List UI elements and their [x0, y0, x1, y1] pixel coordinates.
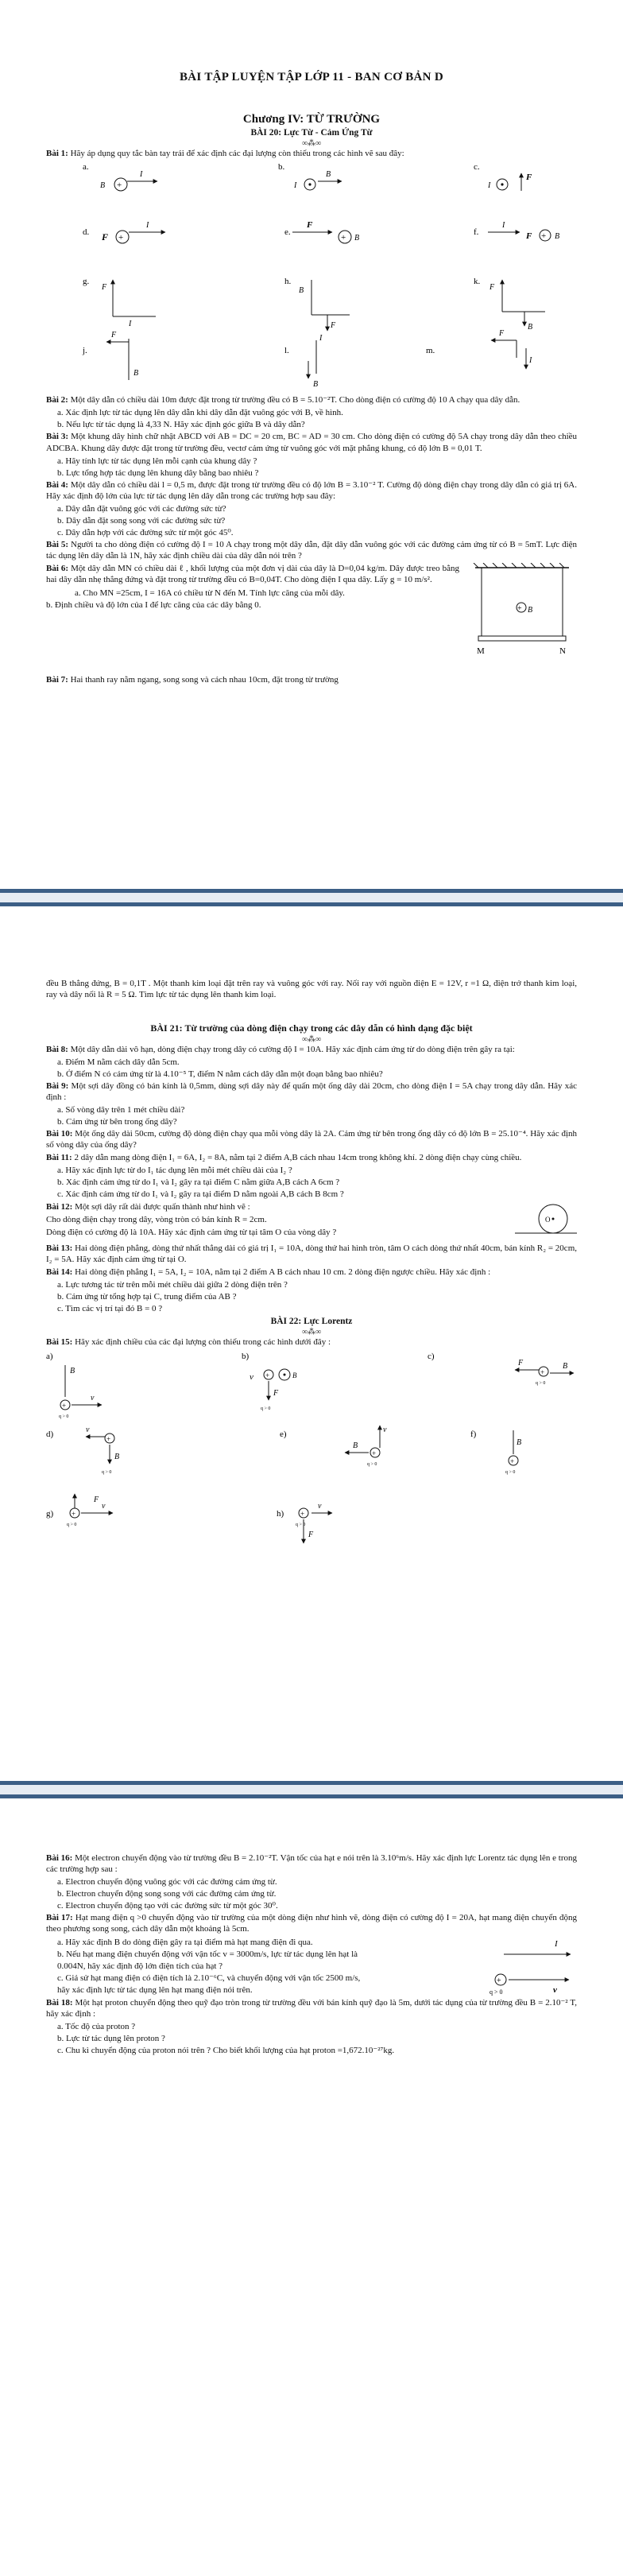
fig-letter-g: g): [46, 1508, 54, 1519]
exercise-17-b-line-2: 0.004N, hãy xác định độ lớn điện tích của hạt ?: [57, 1961, 223, 1971]
exercise-2-a: a. Xác định lực từ tác dụng lên dây dẫn khi dây dẫn đặt vuông góc với B, về hình.: [57, 408, 343, 418]
fig-letter-g: g.: [83, 277, 90, 287]
exercise-17-c-line-1: c. Giả sử hạt mang điện có điện tích là 2.10⁻⁶C, và chuyển động với vận tốc 2500 m/s,: [57, 1973, 361, 1983]
svg-text:B⃗: B⃗: [354, 234, 366, 243]
exercise-17-b-line-1: b. Nếu hạt mang điện chuyển động với vận tốc v = 3000m/s, lực từ tác dụng lên hạt là: [57, 1949, 358, 1959]
fig-f: [488, 221, 566, 241]
exercise-4-a: a. Dây dẫn đặt vuông góc với các đường sức từ?: [57, 503, 226, 514]
exercise-text: Một sợi dây rất dài được quấn thành như hình vẽ :: [75, 1201, 250, 1212]
exercise-5: [46, 539, 577, 561]
exercise-18-c: c. Chu kì chuyển động của proton nói trên ? Cho biết khối lượng của hạt proton =1,672.10⁻²⁷kg.: [57, 2045, 395, 2055]
fig-j: [106, 331, 145, 380]
svg-text:B⃗: B⃗: [114, 1452, 126, 1461]
svg-text:+: +: [541, 231, 547, 242]
fig-letter-k: k.: [474, 277, 481, 287]
ornament: ∞⁂∞: [301, 1327, 322, 1336]
exercise-11-b: b. Xác định cảm ứng từ do I₁ và I₂ gây ra tại điểm C nằm giữa A,B cách A 6cm ?: [57, 1177, 340, 1188]
svg-text:+: +: [540, 1368, 545, 1376]
svg-text:B⃗: B⃗: [353, 1441, 364, 1450]
svg-text:v⃗: v⃗: [318, 1501, 328, 1511]
exercise-text: Một hạt proton chuyển động theo quỹ đạo tròn trong từ trường đều với bán kính quỹ đạo là 5m, dưới tác dụng của từ trường đều B = 2.10⁻² T, hãy xác định :: [46, 1997, 577, 2019]
svg-text:F⃗: F⃗: [102, 283, 113, 293]
exercise-6: [46, 563, 459, 585]
svg-text:B⃗: B⃗: [555, 232, 566, 242]
exercise-17-c-line-2: hãy xác định lực từ tác dụng lên hạt mang điện nói trên.: [57, 1984, 253, 1995]
svg-text:B⃗: B⃗: [134, 369, 145, 378]
svg-text:I: I: [488, 181, 491, 191]
ornament: ∞⁂∞: [301, 139, 322, 149]
exercise-2: [46, 394, 577, 405]
exercise-3-b: b. Lực tổng hợp tác dụng lên khung dây bằng bao nhiêu ?: [57, 467, 259, 478]
page-break: [0, 1781, 623, 1798]
exercise-text: Một dây dẫn MN có chiều dài ℓ , khối lượng của một đơn vị dài của dây là D=0,04 kg/m. Dây được treo bằng hai dây dẫn nhẹ thẳng đứng và đặt trong từ trường đều có B=0,04T. Cho dòng điện I qua dây. Lấy g = 10 m/s².: [46, 564, 460, 585]
exercise-16: [46, 1852, 577, 1875]
exercise-8: [46, 1044, 577, 1055]
svg-text:+: +: [372, 1449, 377, 1457]
svg-text:+: +: [341, 233, 346, 243]
fig-m: [491, 329, 532, 369]
exercise-text: 2 dây dẫn mang dòng điện I₁ = 6A, I₂ = 8A, nằm tại 2 điểm A,B cách nhau 14cm trong không khí. 2 dòng điện chạy cùng chiều.: [74, 1153, 522, 1163]
svg-text:F⃗: F⃗: [273, 1388, 284, 1398]
svg-text:F⃗: F⃗: [102, 231, 116, 243]
exercise-11: [46, 1152, 577, 1163]
exercise-13: [46, 1243, 577, 1265]
exercise-label: Bài 10:: [46, 1129, 73, 1139]
exercise-6-a: a. Cho MN =25cm, I = 16A có chiều từ N đến M. Tính lực căng của mỗi dây.: [75, 588, 345, 598]
fig-letter-e: e): [280, 1429, 287, 1439]
svg-text:+: +: [510, 1457, 515, 1465]
svg-text:F⃗: F⃗: [526, 231, 539, 242]
exercise-text: Một electron chuyển động vào từ trường đều B = 2.10⁻²T. Vận tốc của hạt e nói trên là 3.10⁶m/s. Hãy xác định lực Lorentz tác dụng lên e trong các trường hợp sau :: [46, 1853, 578, 1875]
center-label: O: [545, 1215, 551, 1224]
wire-charge-figure: [488, 1937, 575, 1997]
exercise-16-a: a. Electron chuyển động vuông góc với các đường cảm ứng từ.: [57, 1877, 277, 1887]
fig-letter-b: b.: [278, 162, 285, 173]
svg-text:F⃗: F⃗: [307, 220, 319, 231]
svg-text:v⃗: v⃗: [91, 1393, 101, 1402]
fig-letter-d: d): [46, 1429, 54, 1439]
ornament: ∞⁂∞: [301, 1034, 322, 1044]
exercise-12: [46, 1201, 515, 1212]
fig-letter-h: h.: [284, 277, 292, 287]
end-label-m: M: [477, 646, 485, 657]
fig-letter-a: a): [46, 1351, 53, 1361]
exercise-11-c: c. Xác định cảm ứng từ do I₁ và I₂ gây ra tại điểm D nằm ngoài A,B cách B 8cm ?: [57, 1189, 344, 1200]
svg-text:F⃗: F⃗: [489, 283, 501, 293]
exercise-text: Hai dòng điện phẳng I₁ = 5A, I₂ = 10A, nằm tại 2 điểm A B cách nhau 10 cm. 2 dòng điện ngược chiều. Hãy xác định :: [75, 1267, 491, 1277]
svg-text:v⃗: v⃗: [250, 1371, 261, 1382]
exercise-label: Bài 18:: [46, 1997, 73, 2008]
exercise-4-c: c. Dây dẫn hợp với các đường sức từ một góc 45⁰.: [57, 528, 234, 538]
exercise-8-b: b. Ở điểm N có cảm ứng từ là 4.10⁻⁵ T, điểm N nằm cách dây dẫn một đoạn bằng bao nhiêu?: [57, 1069, 383, 1079]
fig-letter-j: j.: [83, 346, 87, 356]
exercise-6-b: b. Định chiều và độ lớn của I để lực căng của các dây bằng 0.: [46, 599, 261, 610]
svg-text:F⃗: F⃗: [518, 1358, 529, 1368]
fig-k: [489, 280, 545, 332]
field-label: B: [528, 606, 533, 615]
exercise-text: Một khung dây hình chữ nhật ABCD với AB = DC = 20 cm, BC = AD = 30 cm. Cho dòng điện có cường độ 5A chạy trong dây dẫn theo chiều ADCBA. Khung dây được đặt trong từ trường đều, vectơ cảm ứng từ vuông góc với mặt phẳng khung, có độ lớn B = 0,01 T.: [46, 432, 578, 453]
svg-text:+: +: [118, 233, 124, 243]
suspended-wire-figure: [467, 563, 577, 674]
fig-f: [505, 1430, 528, 1475]
svg-text:+: +: [497, 1976, 501, 1985]
fig-letter-f: f): [470, 1429, 477, 1439]
exercise-17-a: a. Hãy xác định B do dòng điện gây ra tại điểm mà hạt mang điện đi qua.: [57, 1937, 313, 1947]
svg-text:+: +: [300, 1509, 305, 1518]
exercise-4: [46, 479, 577, 502]
svg-text:B⃗: B⃗: [313, 380, 324, 390]
exercise-label: Bài 1:: [46, 149, 68, 159]
svg-text:+: +: [72, 1509, 76, 1518]
exercise-text: Một dây dẫn dài vô hạn, dòng điện chạy trong dây có cường độ I = 10A. Hãy xác định cảm ứng từ do dòng điện trên gây ra tại:: [70, 1044, 515, 1054]
exercise-8-a: a. Điểm M nằm cách dây dẫn 5cm.: [57, 1057, 180, 1067]
svg-text:I: I: [129, 320, 132, 329]
svg-text:I: I: [140, 170, 143, 180]
exercise-label: Bài 15:: [46, 1336, 73, 1347]
svg-text:F⃗: F⃗: [94, 1495, 105, 1504]
exercise-14-c: c. Tìm các vị trí tại đó B = 0 ?: [57, 1303, 163, 1313]
exercise-15-figures: [46, 1349, 577, 1572]
fig-g: [67, 1494, 113, 1527]
page-3: [0, 1798, 623, 2576]
exercise-label: Bài 3:: [46, 432, 69, 442]
svg-text:v⃗: v⃗: [383, 1425, 393, 1434]
fig-letter-l: l.: [284, 346, 289, 356]
charge-label: q > 0: [536, 1380, 546, 1386]
document-title: BÀI TẬP LUYỆN TẬP LỚP 11 - BAN CƠ BẢN D: [179, 71, 444, 83]
fig-l: [308, 334, 324, 389]
exercise-15: [46, 1336, 577, 1348]
fig-g: [101, 280, 156, 328]
exercise-16-c: c. Electron chuyển động tạo với các đường sức từ một góc 30⁰.: [57, 1901, 278, 1911]
charge-label: q > 0: [367, 1461, 377, 1467]
exercise-16-b: b. Electron chuyển động song song với các đường cảm ứng từ.: [57, 1889, 277, 1899]
page-1-content: [46, 70, 577, 687]
svg-text:F⃗: F⃗: [308, 1530, 319, 1539]
exercise-18-b: b. Lực từ tác dụng lên proton ?: [57, 2033, 165, 2043]
svg-text:B⃗: B⃗: [70, 1366, 81, 1375]
velocity-label: v: [553, 1984, 557, 1995]
exercise-label: Bài 4:: [46, 479, 68, 490]
charge-label: q > 0: [102, 1469, 112, 1475]
exercise-text: Một dây dẫn có chiều dài l = 0,5 m, được đặt trong từ trường đều có độ lớn B = 3.10⁻² T. Cường độ dòng điện chạy trong dây dẫn có giá trị 6A. Hãy xác định độ lớn của lực từ tác dụng lên dây dẫn trong các trường hợp sau đây:: [46, 479, 577, 501]
svg-text:I: I: [294, 181, 297, 191]
svg-text:F⃗: F⃗: [499, 329, 510, 339]
exercise-label: Bài 5:: [46, 540, 69, 550]
exercise-label: Bài 17:: [46, 1913, 73, 1923]
exercise-9-a: a. Số vòng dây trên 1 mét chiều dài?: [57, 1104, 185, 1115]
fig-letter-c: c): [428, 1351, 435, 1361]
exercise-3: [46, 431, 577, 453]
fig-letter-c: c.: [474, 162, 480, 173]
svg-text:I: I: [529, 356, 532, 366]
svg-text:F⃗: F⃗: [111, 331, 122, 340]
exercise-18-a: a. Tốc độ của proton ?: [57, 2021, 136, 2031]
exercise-14-b: b. Cảm ứng từ tổng hợp tại C, trung điểm của AB ?: [57, 1291, 237, 1302]
exercise-text: Hạt mang điện q >0 chuyển động vào từ trường của một dòng điện như hình vẽ, dòng điện có cường độ I = 20A, hạt mang điện chuyển động theo phương song song, cách dây dẫn một khoảng là 5cm.: [46, 1913, 578, 1934]
exercise-2-b: b. Nếu lực từ tác dụng là 4,33 N. Hãy xác định góc giữa B và dây dẫn?: [57, 420, 305, 430]
exercise-label: Bài 16:: [46, 1853, 73, 1863]
svg-text:I: I: [146, 221, 149, 231]
svg-text:+: +: [117, 180, 122, 191]
fig-letter-m: m.: [426, 346, 435, 356]
exercise-18: [46, 1997, 577, 2019]
page-3-content: [46, 1852, 577, 2057]
svg-text:F⃗: F⃗: [526, 173, 539, 183]
exercise-14-a: a. Lực tương tác từ trên mỗi mét chiều dài giữa 2 dòng điện trên ?: [57, 1279, 288, 1290]
svg-text:v⃗: v⃗: [86, 1425, 96, 1434]
lesson-20-title: BÀI 20: Lực Từ - Cảm Ứng Từ: [250, 128, 373, 138]
exercise-text: Một sợi dây đồng có bán kính là 0,5mm, dùng sợi dây này để quấn một ống dây dài 20cm, cho dòng điện I = 5A chạy trong dây dẫn. Hãy xác định :: [46, 1080, 578, 1102]
fig-h: [296, 1502, 332, 1543]
exercise-text: Hai dòng điện phẳng, dòng thứ nhất thẳng dài có giá trị I₁ = 10A, dòng thứ hai hình tròn, tâm O cách dòng thứ nhất 40cm, bán kính R₂ = 20cm, I₂ = 5A. Hãy xác định cảm ứng từ tại O.: [46, 1243, 577, 1264]
exercise-17: [46, 1912, 577, 1934]
svg-text:I: I: [502, 221, 505, 231]
fig-b: [250, 1369, 303, 1411]
exercise-text: Một ống dây dài 50cm, cường độ dòng điện chạy qua mỗi vòng dây là 2A. Cảm ứng từ bên trong ống dây có độ lớn B = 25.10⁻⁴. Hãy xác định số vòng dây của ống dây?: [46, 1129, 578, 1150]
lesson-21-title: BÀI 21: Từ trường của dòng điện chạy trong các dây dẫn có hình dạng đặc biệt: [150, 1022, 473, 1034]
exercise-3-a: a. Hãy tính lực từ tác dụng lên mỗi cạnh của khung dây ?: [57, 456, 257, 466]
page-2: [0, 906, 623, 1781]
exercise-7-part-2: đều B thẳng đứng, B = 0,1T . Một thanh kim loại đặt trên ray và vuông góc với ray. Nối ray với nguồn điện E = 12V, r =1 Ω, điện trở thanh kim loại, ray và dây nối là R = 5 Ω. Tìm lực từ tác dụng lên thanh kim loại.: [46, 979, 577, 1000]
exercise-14: [46, 1267, 577, 1278]
exercise-9-b: b. Cảm ứng từ bên trong ống dây?: [57, 1116, 177, 1127]
svg-text:F⃗: F⃗: [331, 321, 342, 331]
page-2-content: [46, 978, 577, 1575]
exercise-label: Bài 6:: [46, 564, 69, 574]
exercise-label: Bài 13:: [46, 1243, 73, 1253]
exercise-7-part-1: [46, 674, 577, 685]
fig-b: [293, 170, 342, 190]
end-label-n: N: [559, 646, 566, 657]
charge-label: q > 0: [261, 1406, 271, 1411]
exercise-label: Bài 7:: [46, 675, 68, 685]
fig-letter-f: f.: [474, 227, 479, 238]
svg-text:B⃗: B⃗: [100, 181, 111, 191]
exercise-label: Bài 2:: [46, 395, 68, 405]
exercise-text: Hãy xác định chiều của các đại lượng còn thiếu trong các hình dưới đây :: [75, 1336, 331, 1347]
chapter-title: Chương IV: TỪ TRƯỜNG: [242, 113, 381, 126]
svg-text:v⃗: v⃗: [102, 1501, 112, 1511]
exercise-label: Bài 14:: [46, 1267, 73, 1277]
current-label: I: [555, 1938, 558, 1949]
svg-text:+: +: [106, 1434, 111, 1443]
fig-letter-a: a.: [83, 162, 89, 173]
exercise-6-block: [46, 563, 577, 674]
charge-label: q > 0: [505, 1469, 516, 1475]
fig-d: [86, 1426, 126, 1475]
svg-text:+: +: [265, 1371, 270, 1379]
charge-label: q > 0: [296, 1522, 306, 1527]
page-break: [0, 889, 623, 906]
exercise-9: [46, 1080, 577, 1103]
fig-c: [515, 1359, 574, 1386]
exercise-text: Hai thanh ray nằm ngang, song song và cách nhau 10cm, đặt trong từ trường: [70, 675, 339, 685]
fig-d: [101, 221, 165, 243]
fig-a: [59, 1365, 102, 1419]
exercise-text: Hãy áp dụng quy tắc bàn tay trái để xác định các đại lượng còn thiếu trong các hình vẽ sau đây:: [70, 149, 404, 159]
fig-letter-e: e.: [284, 227, 291, 238]
exercise-1-figures: [46, 161, 577, 391]
page-1: [0, 0, 623, 889]
fig-h: [299, 280, 350, 331]
svg-text:+: +: [62, 1401, 67, 1410]
exercise-label: Bài 8:: [46, 1044, 68, 1054]
exercise-10: [46, 1128, 577, 1150]
fig-e: [292, 220, 366, 243]
exercise-17-block: [46, 1937, 577, 1997]
charge-label: q > 0: [489, 1988, 503, 1996]
exercise-12-block: [46, 1201, 577, 1243]
svg-text:B⃗: B⃗: [517, 1437, 528, 1447]
svg-text:I: I: [319, 334, 323, 343]
exercise-11-a: a. Hãy xác định lực từ do I₁ tác dụng lên mỗi mét chiều dài của I₂ ?: [57, 1166, 292, 1176]
lesson-22-title: BÀI 22: Lực Lorentz: [270, 1317, 353, 1326]
exercise-label: Bài 12:: [46, 1201, 73, 1212]
svg-text:B⃗: B⃗: [528, 323, 539, 332]
fig-letter-d: d.: [83, 227, 90, 238]
exercise-label: Bài 9:: [46, 1080, 69, 1091]
exercise-4-b: b. Dây dẫn đặt song song với các đường sức từ?: [57, 516, 226, 526]
fig-letter-h: h): [277, 1508, 284, 1519]
exercise-12-line-2: Cho dòng điện chạy trong dây, vòng tròn có bán kính R = 2cm.: [46, 1214, 267, 1224]
exercise-label: Bài 11:: [46, 1153, 72, 1163]
exercise-text: Người ta cho dòng điện có cường độ I = 10 A chạy trong một dây dẫn, đặt dây dẫn vuông góc với các đường cảm ứng từ có B = 5mT. Lực điện tác dụng lên dây dẫn là 1N, hãy xác định chiều dài của dây dẫn nói trên ?: [46, 540, 578, 561]
fig-c: [487, 173, 539, 191]
charge-label: q > 0: [67, 1522, 77, 1527]
svg-text:B⃗: B⃗: [299, 286, 310, 296]
svg-text:B⃗: B⃗: [326, 170, 337, 180]
svg-text:B⃗: B⃗: [292, 1371, 303, 1379]
svg-text:+: +: [517, 604, 522, 614]
loop-wire-figure: [515, 1201, 577, 1243]
charge-label: q > 0: [59, 1414, 69, 1419]
svg-text:B⃗: B⃗: [563, 1361, 574, 1371]
exercise-12-line-3: Dòng điện có cường độ là 10A. Hãy xác định cảm ứng từ tại tâm O của vòng dây ?: [46, 1227, 337, 1237]
fig-letter-b: b): [242, 1351, 250, 1361]
exercise-1: [46, 148, 577, 159]
exercise-text: Một dây dẫn có chiều dài 10m được đặt trong từ trường đều có B = 5.10⁻²T. Cho dòng điện có cường độ 10 A chạy qua dây dẫn.: [70, 395, 520, 405]
fig-e: [345, 1426, 393, 1467]
fig-a: [100, 170, 157, 191]
